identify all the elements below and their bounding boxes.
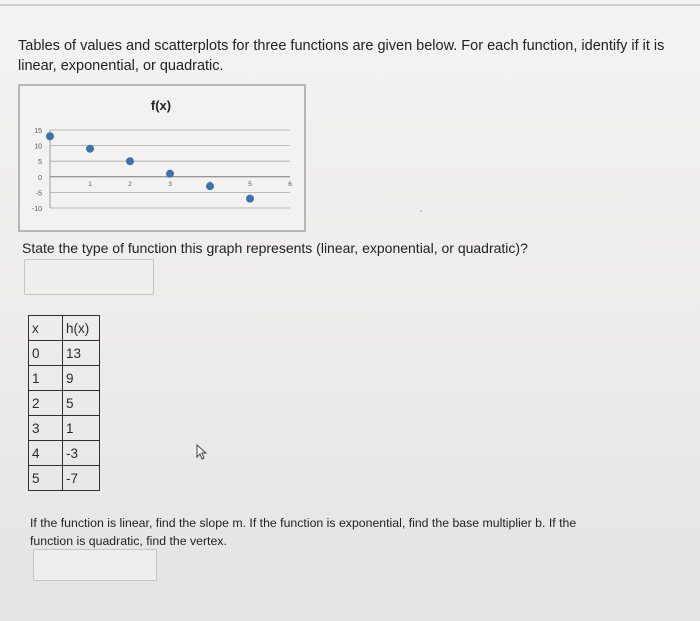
table-prompt-line-1: If the function is linear, find the slope m. If the function is exponential, find the base multiplier b. If the bbox=[30, 516, 577, 530]
table-cell-hx: 5 bbox=[63, 391, 100, 416]
chart-gridlines bbox=[50, 130, 290, 208]
y-tick-label: 0 bbox=[38, 174, 42, 182]
table-row bbox=[29, 341, 100, 366]
function-h-table bbox=[28, 315, 100, 491]
intro-line-1: Tables of values and scatterplots for three functions are given below. For each function, identify if it is bbox=[18, 38, 665, 54]
table-header-hx: h(x) bbox=[63, 316, 100, 341]
chart-title: f(x) bbox=[150, 98, 172, 113]
top-divider bbox=[0, 4, 700, 6]
table-cell-x: 2 bbox=[29, 391, 63, 416]
intro-line-2: linear, exponential, or quadratic. bbox=[18, 58, 224, 74]
table-header-x: x bbox=[29, 316, 63, 341]
y-tick-label: 10 bbox=[34, 143, 42, 151]
data-point bbox=[166, 170, 174, 178]
question-intro bbox=[18, 36, 678, 76]
table-answer-input[interactable] bbox=[33, 549, 157, 581]
data-point bbox=[86, 145, 94, 153]
table-cell-x: 0 bbox=[29, 341, 63, 366]
table-prompt-line-2: function is quadratic, find the vertex. bbox=[30, 534, 227, 548]
graph-type-prompt: State the type of function this graph represents (linear, exponential, or quadratic)? bbox=[22, 240, 528, 256]
x-tick-label: 3 bbox=[168, 180, 172, 188]
y-tick-label: -10 bbox=[31, 206, 42, 213]
x-tick-label: 1 bbox=[88, 180, 92, 188]
data-point bbox=[126, 157, 134, 165]
graph-type-answer-input[interactable] bbox=[24, 259, 154, 295]
data-point bbox=[46, 132, 54, 140]
table-cell-x: 1 bbox=[29, 366, 63, 391]
table-row bbox=[29, 391, 100, 416]
y-tick-label: 5 bbox=[38, 159, 42, 167]
scatterplot-chart bbox=[20, 86, 304, 230]
table-row bbox=[29, 366, 100, 391]
data-point bbox=[206, 182, 214, 190]
table-cell-hx: 9 bbox=[63, 366, 100, 391]
y-tick-label: 15 bbox=[34, 128, 42, 135]
table-cell-x: 3 bbox=[29, 416, 63, 441]
table-cell-x: 5 bbox=[29, 466, 63, 491]
table-cell-hx: -7 bbox=[63, 466, 100, 491]
y-tick-label: -5 bbox=[35, 190, 42, 198]
x-tick-label: 5 bbox=[248, 180, 252, 188]
x-tick-label: 2 bbox=[128, 180, 132, 188]
mouse-cursor-icon bbox=[195, 444, 209, 465]
table-cell-hx: 13 bbox=[63, 341, 100, 366]
table-row bbox=[29, 441, 100, 466]
scatterplot-frame bbox=[18, 84, 306, 232]
table-answer-prompt bbox=[30, 514, 670, 550]
table-cell-hx: 1 bbox=[63, 416, 100, 441]
x-tick-label: 6 bbox=[288, 180, 292, 188]
table-row bbox=[29, 416, 100, 441]
chart-y-tick-labels bbox=[32, 128, 42, 213]
table-header-row bbox=[29, 316, 100, 341]
data-point bbox=[246, 195, 254, 203]
table-row bbox=[29, 466, 100, 491]
table-cell-hx: -3 bbox=[63, 441, 100, 466]
dust-speck bbox=[420, 210, 422, 212]
table-cell-x: 4 bbox=[29, 441, 63, 466]
chart-x-tick-labels bbox=[88, 181, 292, 188]
